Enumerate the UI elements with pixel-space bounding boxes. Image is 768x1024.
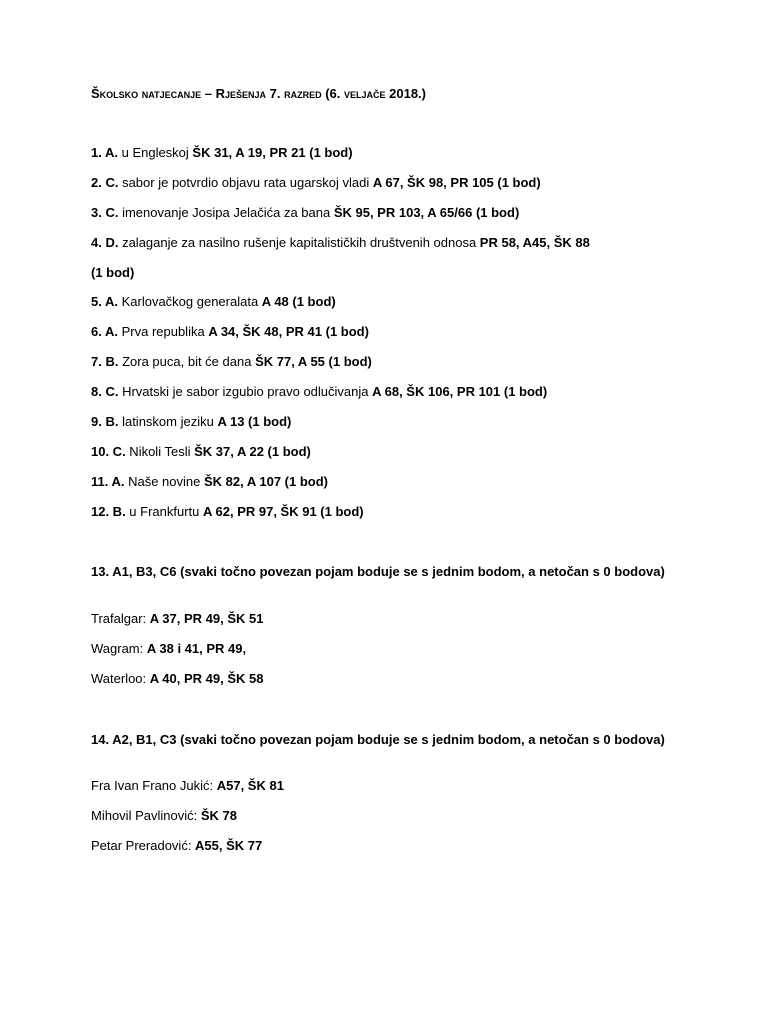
match-line bbox=[91, 808, 237, 824]
answer-refs: PR 58, A45, ŠK 88 bbox=[479, 235, 590, 250]
answer-text: Naše novine bbox=[124, 474, 204, 489]
answer-text: sabor je potvrdio objavu rata ugarskoj vladi bbox=[118, 175, 373, 190]
answer-line bbox=[91, 235, 590, 251]
answer-number: 12. B. bbox=[91, 504, 126, 519]
title-part-4: 7. bbox=[266, 86, 285, 101]
answer-line bbox=[91, 414, 291, 430]
match-label: Petar Preradović: bbox=[91, 838, 196, 853]
title-part-6: (6. bbox=[321, 86, 344, 101]
answer-line bbox=[91, 175, 541, 191]
answer-text: u Engleskoj bbox=[117, 145, 193, 160]
match-line bbox=[91, 641, 246, 657]
match-label: Waterloo: bbox=[91, 671, 150, 686]
answer-text: Prva republika bbox=[117, 324, 209, 339]
answer-text: latinskom jeziku bbox=[118, 414, 218, 429]
answer-refs: ŠK 95, PR 103, A 65/66 (1 bod) bbox=[333, 205, 520, 220]
match-line bbox=[91, 611, 263, 627]
answer-number: 4. D. bbox=[91, 235, 119, 250]
match-refs: ŠK 78 bbox=[200, 808, 237, 823]
answer-refs: ŠK 77, A 55 (1 bod) bbox=[255, 354, 372, 369]
title-part-7: veljače bbox=[344, 86, 386, 101]
match-line bbox=[91, 838, 262, 854]
answer-line bbox=[91, 145, 353, 161]
answer-text: Zora puca, bit će dana bbox=[118, 354, 256, 369]
title-part-2: R bbox=[215, 86, 225, 101]
answer-line bbox=[91, 265, 134, 281]
match-label: Mihovil Pavlinović: bbox=[91, 808, 201, 823]
question-13-heading: 13. A1, B3, C6 (svaki točno povezan pojam boduje se s jednim bodom, a netočan s 0 bodova) bbox=[91, 564, 665, 579]
answer-refs: A 67, ŠK 98, PR 105 (1 bod) bbox=[372, 175, 541, 190]
answer-refs: ŠK 82, A 107 (1 bod) bbox=[203, 474, 328, 489]
answer-text: Karlovačkog generalata bbox=[117, 294, 262, 309]
match-refs: A 38 i 41, PR 49, bbox=[146, 641, 247, 656]
answer-number: 10. C. bbox=[91, 444, 126, 459]
answer-text: zalaganje za nasilno rušenje kapitalističkih društvenih odnosa bbox=[118, 235, 480, 250]
match-label: Fra Ivan Frano Jukić: bbox=[91, 778, 217, 793]
answer-text: u Frankfurtu bbox=[125, 504, 203, 519]
answer-line bbox=[91, 474, 328, 490]
answer-line bbox=[91, 205, 519, 221]
match-line bbox=[91, 671, 263, 687]
match-label: Wagram: bbox=[91, 641, 147, 656]
answer-refs: A 62, PR 97, ŠK 91 (1 bod) bbox=[203, 504, 364, 519]
answer-line bbox=[91, 294, 336, 310]
answer-number: 3. C. bbox=[91, 205, 119, 220]
page-title bbox=[91, 86, 426, 101]
answer-number: 5. A. bbox=[91, 294, 118, 309]
answer-number: 7. B. bbox=[91, 354, 119, 369]
title-part-5: razred bbox=[284, 86, 322, 101]
answer-refs: A 48 (1 bod) bbox=[261, 294, 336, 309]
answer-refs: ŠK 31, A 19, PR 21 (1 bod) bbox=[192, 145, 353, 160]
answer-refs: A 13 (1 bod) bbox=[217, 414, 292, 429]
title-part-3: ješenja bbox=[224, 86, 267, 101]
answer-refs: ŠK 37, A 22 (1 bod) bbox=[194, 444, 311, 459]
answer-line bbox=[91, 354, 372, 370]
match-refs: A 40, PR 49, ŠK 58 bbox=[149, 671, 264, 686]
answer-number: 11. A. bbox=[91, 474, 125, 489]
answer-refs: A 68, ŠK 106, PR 101 (1 bod) bbox=[372, 384, 548, 399]
match-label: Trafalgar: bbox=[91, 611, 150, 626]
answer-number: 8. C. bbox=[91, 384, 119, 399]
answer-line bbox=[91, 444, 311, 460]
answer-line bbox=[91, 384, 547, 400]
title-part-8: 2018.) bbox=[385, 86, 426, 101]
match-refs: A55, ŠK 77 bbox=[195, 838, 263, 853]
answer-number: 6. A. bbox=[91, 324, 118, 339]
answer-number: 1. A. bbox=[91, 145, 118, 160]
answer-text: imenovanje Josipa Jelačića za bana bbox=[118, 205, 334, 220]
answer-number: 9. B. bbox=[91, 414, 119, 429]
answer-refs: (1 bod) bbox=[91, 265, 135, 280]
answer-line bbox=[91, 504, 364, 520]
answer-text: Hrvatski je sabor izgubio pravo odlučivanja bbox=[118, 384, 373, 399]
answer-text: Nikoli Tesli bbox=[125, 444, 195, 459]
match-refs: A57, ŠK 81 bbox=[216, 778, 284, 793]
answer-refs: A 34, ŠK 48, PR 41 (1 bod) bbox=[208, 324, 369, 339]
match-refs: A 37, PR 49, ŠK 51 bbox=[149, 611, 264, 626]
question-14-heading: 14. A2, B1, C3 (svaki točno povezan pojam boduje se s jednim bodom, a netočan s 0 bodova) bbox=[91, 732, 665, 747]
answer-line bbox=[91, 324, 369, 340]
answer-number: 2. C. bbox=[91, 175, 119, 190]
title-part-1: Školsko natjecanje – bbox=[91, 86, 216, 101]
match-line bbox=[91, 778, 284, 794]
